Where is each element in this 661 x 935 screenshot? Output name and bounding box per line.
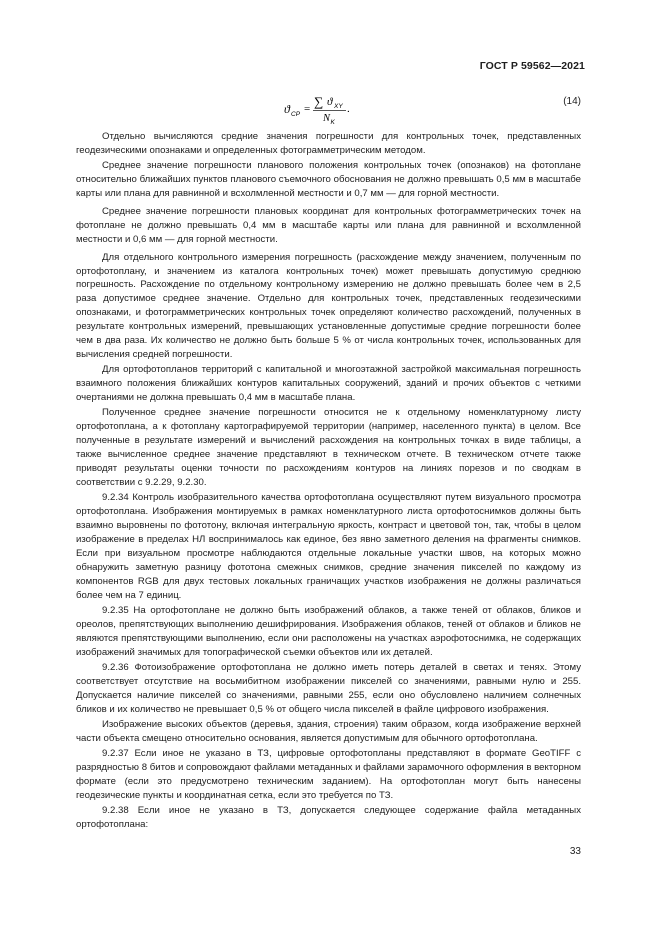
standard-header: ГОСТ Р 59562—2021 (479, 60, 585, 72)
paragraph: Полученное среднее значение погрешности относится не к отдельному номенклатурному листу ортофотоплана, а к фотоплану картографируемой территории (например, населенного пункта) в целом. Все полученные в результате измерений и вычислений расхождения на контрольных точках в виде таблицы, а также вычисленное среднее значение представляют в техническом отчете. В техническом отчете также приводят результаты оценки точности по расхождениям контуров на линиях порезов и по сводкам в соответствии с 9.2.29, 9.2.30. (76, 407, 581, 488)
formula-eq: = (304, 103, 311, 115)
paragraph: Для отдельного контрольного измерения погрешность (расхождение между значением, полученным по ортофотоплану, и значением из каталога контрольных точек) может превышать допустимую среднюю погрешность. Расхождение по отдельному контрольному измерению не должно превышать более чем в 2,5 раза допустимое среднее значение. Отдельно для контрольных точек, представленных геодезическими опознаками, и фотограмметрических контрольных точек определяют количество расхождений, полученных в результате контрольных измерений, превышающих установленные допустимые средние погрешности более чем в два раза. Их количество не должно быть больше 5 % от числа контрольных точек, использованных для вычисления средней погрешности. (76, 251, 581, 360)
formula-den-var: N (323, 113, 331, 124)
formula-lhs-sub: СР (291, 111, 301, 118)
paragraph: 9.2.34 Контроль изобразительного качества ортофотоплана осуществляют путем визуального просмотра ортофотоплана. Изображения монтируемых в рамках номенклатурного листа ортофотоснимков должны быть взаимно выровнены по фототону, включая интегральную яркость, контраст и цветовой тон, так, чтобы в целом изображение в пределах НЛ воспринималось как единое, без явно заметного деления на фрагменты снимков. Если при визуальном просмотре наблюдаются отдельные локальные участки швов, на которых можно обнаружить заметную разницу фототона смежных снимков, средние значения пикселей по каждому из компонентов RGB для двух тестовых локальных граничащих участков изображения не должны различаться более чем на 7 единиц. (76, 492, 581, 601)
body-text (76, 130, 581, 833)
formula-sum: ∑ (314, 94, 324, 109)
paragraph: 9.2.37 Если иное не указано в ТЗ, цифровые ортофотопланы представляют в формате GeoTIFF с разрядностью 8 битов и сопровождают файлами метаданных и файлами зарамочного оформления в векторном формате (если это предусмотрено техническим заданием). На ортофотоплан могут быть нанесены геодезические пункты и координатная сетка, если это требуется по ТЗ. (76, 748, 581, 801)
paragraph: 9.2.36 Фотоизображение ортофотоплана не должно иметь потерь деталей в светах и тенях. Этому соответствует отсутствие на восьмибитном изображении пикселей со значениями, равными нулю и 255. Допускается наличие пикселей со значениями, равными 255, если оно обусловлено наличием солнечных бликов и их количество не превышает 0,5 % от общего числа пикселей в файле цифрового изображения. (76, 661, 581, 715)
formula-tail: . (347, 103, 350, 115)
formula-num-sub: XY (334, 103, 343, 110)
equation-number: (14) (563, 96, 581, 107)
formula-num-var: ϑ (327, 96, 333, 108)
paragraph: Среднее значение погрешности планового положения контрольных точек (опознаков) на фотоплане относительно ближайших пунктов планового съемочного обоснования не должно превышать 0,5 мм в масштабе карты или плана для равнинной и всхолмленной местности и 0,7 мм — для горной местности. (76, 160, 581, 200)
paragraph: Для ортофотопланов территорий с капитальной и многоэтажной застройкой максимальная погрешность взаимного положения ближайших контуров капитальных сооружений, зданий и прочих объектов с четкими очертаниями не должна превышать 0,4 мм в масштабе плана. (76, 364, 581, 404)
formula-lhs: ϑ (284, 102, 290, 116)
paragraph: 9.2.35 На ортофотоплане не должно быть изображений облаков, а также теней от облаков, бликов и ореолов, препятствующих выполнению дешифрирования. Изображения облаков, теней от облаков и бликов не являются препятствующими выполнению, если они расположены на участках аэрофотоснимка, не содержащих изображений значимых для топографической съемки объектов или их деталей. (76, 604, 581, 658)
formula-den-sub: K (330, 119, 335, 126)
paragraph: Отдельно вычисляются средние значения погрешности для контрольных точек, представленных геодезическими опознаками и определенных фотограмметрическим методом. (76, 131, 581, 156)
page-number: 33 (569, 846, 581, 857)
formula (282, 92, 372, 126)
paragraph: Изображение высоких объектов (деревья, здания, строения) таким образом, когда изображение верхней части объекта смещено относительно основания, является допустимым для обычного ортофотоплана. (76, 718, 581, 744)
paragraph: Среднее значение погрешности плановых координат для контрольных фотограмметрических точек на фотоплане не должно превышать 0,4 мм в масштабе карты или плана для равнинной и всхолмленной местности и 0,6 мм — для горной местности. (76, 205, 581, 245)
paragraph: 9.2.38 Если иное не указано в ТЗ, допускается следующее содержание файла метаданных ортофотоплана: (76, 805, 581, 831)
